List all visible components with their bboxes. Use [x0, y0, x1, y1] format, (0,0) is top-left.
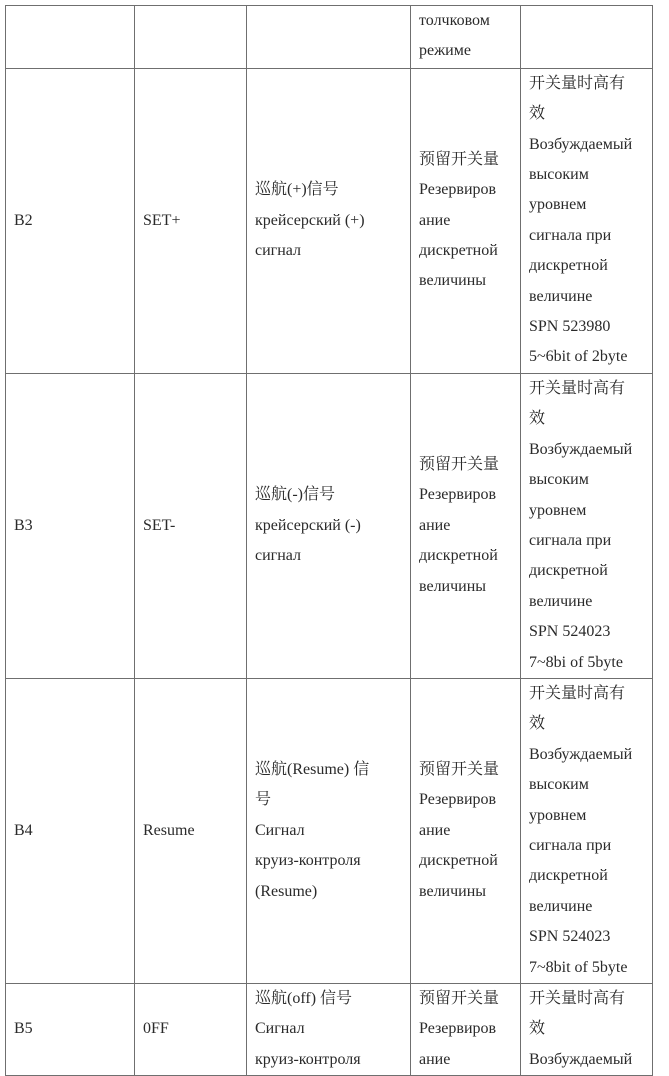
type-line: 预留开关量	[419, 150, 500, 168]
remark-line: дискретной	[529, 562, 608, 580]
remark-line: сигнала при	[529, 226, 612, 244]
name-cell	[135, 678, 247, 983]
type-line: толчковом	[419, 12, 490, 29]
desc-line: крейсерский (+)	[255, 211, 365, 229]
table-row-partial	[6, 6, 653, 69]
remark-line: высоким	[529, 776, 589, 794]
desc-line: 巡航(+)信号	[255, 181, 339, 199]
signal-name: 0FF	[143, 1020, 169, 1038]
type-line: ание	[419, 211, 451, 229]
type-line: Резервиров	[419, 486, 497, 504]
remark-line: 7~8bi of 5byte	[529, 653, 623, 671]
code-cell	[6, 6, 135, 69]
code-cell	[6, 373, 135, 678]
type-cell	[411, 373, 521, 678]
remark-line: величине	[529, 897, 593, 915]
remark-line: уровнем	[529, 501, 587, 519]
desc-line: Сигнал	[255, 821, 305, 839]
type-cell	[411, 984, 521, 1076]
remark-line: высоким	[529, 166, 589, 184]
type-line: ание	[419, 516, 451, 534]
remark-line: 效	[529, 715, 546, 733]
remark-line: сигнала при	[529, 531, 612, 549]
remark-line: 7~8bit of 5byte	[529, 958, 628, 976]
desc-line: круиз-контроля	[255, 1050, 361, 1068]
remark-line: SPN 524023	[529, 623, 611, 641]
description-cell	[247, 373, 411, 678]
desc-line: круиз-контроля	[255, 852, 361, 870]
remark-cell	[521, 6, 653, 69]
type-line: величины	[419, 272, 487, 290]
signal-table	[5, 5, 653, 1076]
description-cell	[247, 984, 411, 1076]
signal-name: Resume	[143, 821, 195, 839]
description-cell	[247, 678, 411, 983]
remark-cell	[521, 678, 653, 983]
remark-line: уровнем	[529, 196, 587, 214]
type-line: дискретной	[419, 852, 498, 870]
name-cell	[135, 984, 247, 1076]
remark-line: величине	[529, 287, 593, 305]
remark-cell	[521, 984, 653, 1076]
description-cell	[247, 68, 411, 373]
type-line: величины	[419, 882, 487, 900]
remark-line: 5~6bit of 2byte	[529, 348, 628, 366]
type-line: величины	[419, 577, 487, 595]
signal-name: SET+	[143, 211, 181, 229]
desc-line: 巡航(off) 信号	[255, 990, 353, 1007]
name-cell	[135, 373, 247, 678]
type-cell	[411, 678, 521, 983]
name-cell	[135, 68, 247, 373]
desc-line: 号	[255, 791, 272, 809]
desc-line: крейсерский (-)	[255, 516, 361, 534]
type-line: Резервиров	[419, 791, 497, 809]
description-cell	[247, 6, 411, 69]
remark-line: уровнем	[529, 806, 587, 824]
type-line: 预留开关量	[419, 760, 500, 778]
desc-line: 巡航(-)信号	[255, 486, 335, 504]
remark-line: SPN 524023	[529, 928, 611, 946]
remark-line: Возбуждаемый	[529, 440, 633, 458]
remark-line: высоким	[529, 471, 589, 489]
table-row-b2	[6, 68, 653, 373]
remark-line: сигнала при	[529, 836, 612, 854]
desc-line: Сигнал	[255, 1020, 305, 1038]
remark-line: 开关量时高有	[529, 684, 626, 702]
desc-line: сигнал	[255, 242, 302, 260]
type-cell	[411, 6, 521, 69]
type-cell	[411, 68, 521, 373]
remark-line: SPN 523980	[529, 318, 611, 336]
signal-name: SET-	[143, 516, 176, 534]
name-cell	[135, 6, 247, 69]
remark-line: 效	[529, 105, 546, 123]
remark-line: дискретной	[529, 867, 608, 885]
desc-line: сигнал	[255, 547, 302, 565]
code-cell	[6, 984, 135, 1076]
remark-line: 开关量时高有	[529, 990, 626, 1007]
table-row-b3	[6, 373, 653, 678]
remark-line: Возбуждаемый	[529, 1050, 633, 1068]
remark-line: 开关量时高有	[529, 74, 626, 92]
code-cell	[6, 678, 135, 983]
desc-line: (Resume)	[255, 882, 318, 900]
table-row-b4	[6, 678, 653, 983]
remark-line: Возбуждаемый	[529, 745, 633, 763]
code-cell	[6, 68, 135, 373]
type-line: дискретной	[419, 547, 498, 565]
remark-line: 效	[529, 410, 546, 428]
type-line: 预留开关量	[419, 990, 500, 1007]
table-row-b5	[6, 984, 653, 1076]
type-line: ание	[419, 1050, 451, 1068]
pin-code: B4	[14, 821, 33, 839]
type-line: дискретной	[419, 242, 498, 260]
pin-code: B5	[14, 1020, 33, 1038]
remark-line: 开关量时高有	[529, 379, 626, 397]
pin-code: B3	[14, 516, 33, 534]
type-line: режиме	[419, 42, 471, 60]
remark-cell	[521, 373, 653, 678]
remark-line: дискретной	[529, 257, 608, 275]
type-line: Резервиров	[419, 1020, 497, 1038]
desc-line: 巡航(Resume) 信	[255, 760, 370, 778]
remark-cell	[521, 68, 653, 373]
type-line: ание	[419, 821, 451, 839]
pin-code: B2	[14, 211, 33, 229]
type-line: 预留开关量	[419, 455, 500, 473]
remark-line: 效	[529, 1020, 546, 1038]
type-line: Резервиров	[419, 181, 497, 199]
remark-line: Возбуждаемый	[529, 135, 633, 153]
remark-line: величине	[529, 592, 593, 610]
